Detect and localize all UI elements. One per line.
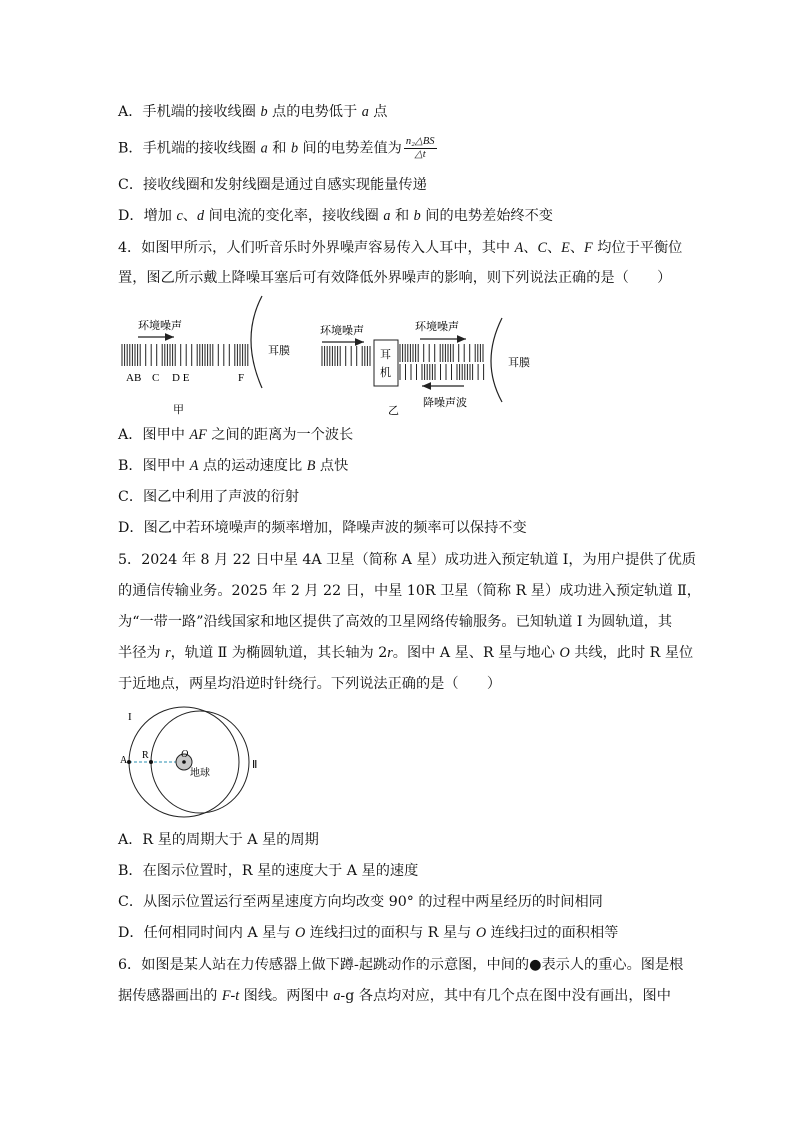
point-label-de: D E	[172, 372, 190, 384]
compression-waves-jia	[122, 344, 248, 366]
q5-stem-line3: 为“一带一路”沿线国家和地区提供了高效的卫星网络传输服务。已知轨道 I 为圆轨道，其	[118, 614, 673, 630]
noise-label-yi-left: 环境噪声	[320, 324, 364, 337]
emf-fraction: $\frac{\text{n₂△BS}}{\triangle t}$	[405, 136, 435, 160]
q3-option-c: C．接收线圈和发射线圈是通过自感实现能量传递	[118, 177, 427, 193]
eardrum-jia	[251, 296, 262, 388]
q5-option-c: C．从图示位置运行至两星速度方向均改变 90° 的过程中两星经历的时间相同	[118, 894, 603, 910]
orbit-2-label: Ⅱ	[252, 759, 258, 771]
earth-label: 地球	[190, 768, 210, 779]
q5-option-b: B．在图示位置时，R 星的速度大于 A 星的速度	[118, 863, 419, 879]
satellite-a	[127, 760, 131, 764]
compression-waves-yi-left	[322, 346, 370, 366]
point-label-f: F	[238, 372, 245, 384]
q3-option-a: A．手机端的接收线圈 b 点的电势低于 a 点	[118, 104, 388, 120]
q4-figure	[112, 292, 542, 418]
q4-stem-line1: 4．如图甲所示，人们听音乐时外界噪声容易传入人耳中，其中 A、C、E、F 均位于平衡位	[118, 240, 683, 256]
caption-jia: 甲	[173, 403, 184, 416]
earth-center-dot	[182, 760, 186, 764]
eardrum-label-jia: 耳膜	[268, 344, 290, 357]
q5-option-a: A．R 星的周期大于 A 星的周期	[118, 832, 319, 848]
q5-stem-line5: 于近地点，两星均沿逆时针绕行。下列说法正确的是（ ）	[118, 676, 502, 692]
q6-stem-line1: 6．如图是某人站在力传感器上做下蹲-起跳动作的示意图，中间的●表示人的重心。图是根	[118, 957, 684, 973]
eardrum-label-yi: 耳膜	[508, 356, 530, 369]
point-label-c: C	[152, 372, 160, 384]
q3-option-b: B．手机端的接收线圈 a 和 b 间的电势差值为 $\frac{\text{n₂△BS}}{\triangle t}$	[118, 136, 435, 160]
q5-option-d: D．任何相同时间内 A 星与 O 连线扫过的面积与 R 星与 O 连线扫过的面积相等	[118, 925, 619, 941]
point-r-label: R	[142, 750, 149, 761]
center-o-label: O	[181, 749, 189, 760]
q4-stem-line2: 置，图乙所示戴上降噪耳塞后可有效降低外界噪声的影响，则下列说法正确的是（ ）	[118, 270, 672, 286]
point-a-label: A	[120, 755, 128, 766]
eardrum-yi	[491, 318, 502, 402]
q6-stem-line2: 据传感器画出的 F-t 图线。两图中 a-g 各点均对应，其中有几个点在图中没有画出，图中	[118, 988, 671, 1004]
q3-option-d: D．增加 c、d 间电流的变化率，接收线圈 a 和 b 间的电势差始终不变	[118, 208, 553, 224]
earphone-label-1: 耳	[380, 348, 391, 361]
anti-noise-label: 降噪声波	[423, 396, 467, 409]
noise-label-yi-right: 环境噪声	[415, 320, 459, 333]
q4-option-c: C．图乙中利用了声波的衍射	[118, 489, 300, 505]
q5-stem-line4: 半径为 r，轨道 Ⅱ 为椭圆轨道，其长轴为 2r。图中 A 星、R 星与地心 O 共线，此时 R 星位	[118, 645, 694, 661]
orbit-1-label: I	[128, 711, 132, 723]
figure-jia	[122, 296, 290, 416]
earphone-box	[374, 340, 398, 386]
compression-waves-yi-top	[400, 344, 483, 362]
anti-noise-waves-yi	[400, 364, 484, 380]
satellite-r	[149, 760, 153, 764]
earphone-label-2: 机	[380, 366, 391, 379]
q5-stem-line1: 5．2024 年 8 月 22 日中星 4A 卫星（简称 A 星）成功进入预定轨道 I，为用户提供了优质	[118, 552, 697, 568]
q4-option-a: A．图甲中 AF 之间的距离为一个波长	[118, 427, 354, 443]
caption-yi: 乙	[388, 404, 399, 417]
q5-stem-line2: 的通信传输业务。2025 年 2 月 22 日，中星 10R 卫星（简称 R 星）成功进入预定轨道 Ⅱ，	[118, 583, 701, 599]
q4-option-b: B．图甲中 A 点的运动速度比 B 点快	[118, 458, 349, 474]
q4-option-d: D．图乙中若环境噪声的频率增加，降噪声波的频率可以保持不变	[118, 520, 527, 536]
figure-yi	[320, 318, 530, 417]
noise-label-jia: 环境噪声	[138, 319, 182, 332]
point-label-ab: AB	[126, 372, 142, 384]
q5-orbit-figure	[112, 700, 272, 824]
